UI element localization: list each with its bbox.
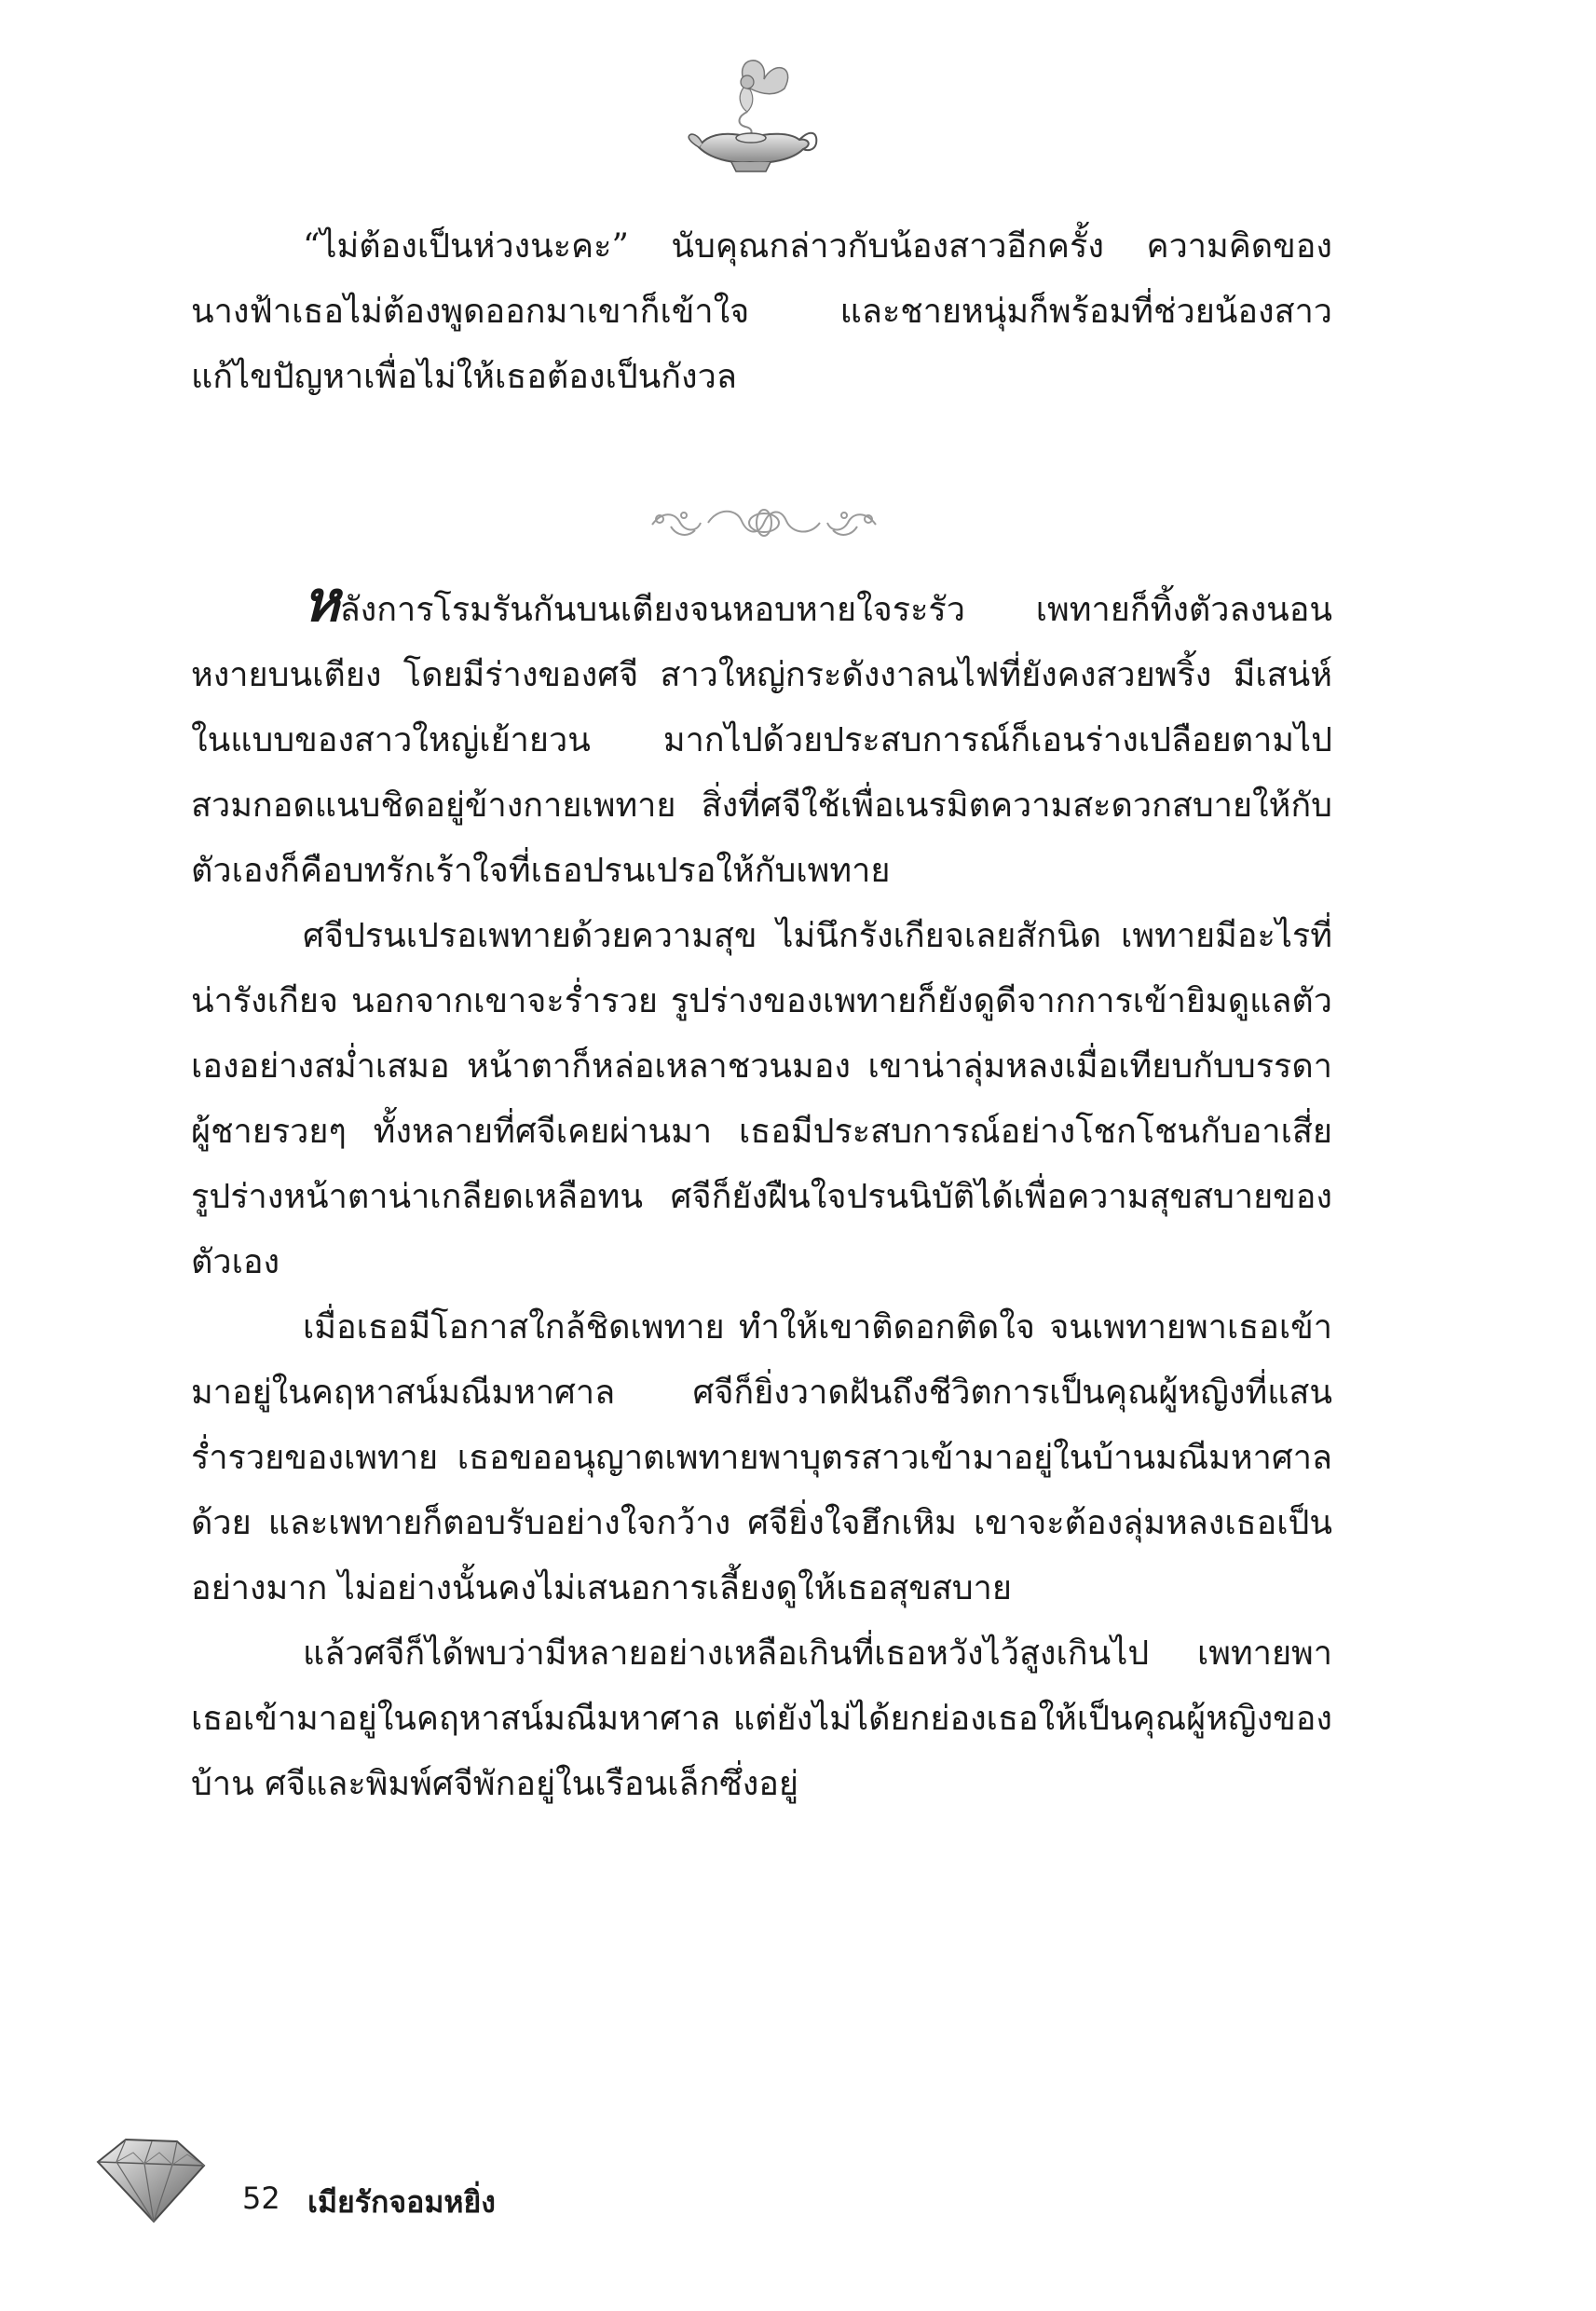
paragraph: “ไม่ต้องเป็นห่วงนะคะ” นับคุณกล่าวกับน้องสาวอีกครั้ง ความคิดของนางฟ้าเธอไม่ต้องพูดออกมาเขาก็เข้าใจ และชายหนุ่มก็พร้อมที่ช่วยน้องสาวแก้ไขปัญหาเพื่อไม่ให้เธอต้องเป็นกังวล: [191, 227, 1332, 396]
section-2-text: [191, 569, 1332, 1817]
page-footer: [89, 2134, 741, 2236]
genie-lamp-icon: [680, 47, 820, 177]
paragraph: แล้วศจีก็ได้พบว่ามีหลายอย่างเหลือเกินที่เธอหวังไว้สูงเกินไป เพทายพาเธอเข้ามาอยู่ในคฤหาสน์มณีมหาศาล แต่ยังไม่ได้ยกย่องเธอให้เป็นคุณผู้หญิงของบ้าน ศจีและพิมพ์ศจีพักอยู่ในเรือนเล็กซึ่งอยู่: [191, 1634, 1332, 1803]
drop-cap: ห: [303, 569, 340, 635]
first-paragraph: [191, 569, 1332, 904]
page-number: 52: [242, 2181, 280, 2216]
diamond-icon: [89, 2134, 210, 2227]
first-paragraph-text: ลังการโรมรันกันบนเตียงจนหอบหายใจระรัว เพทายก็ทิ้งตัวลงนอนหงายบนเตียง โดยมีร่างของศจี สาวใหญ่กระดังงาลนไฟที่ยังคงสวยพริ้ง มีเสน่ห์ในแบบของสาวใหญ่เย้ายวน มากไปด้วยประสบการณ์ก็เอนร่างเปลือยตามไปสวมกอดแนบชิดอยู่ข้างกายเพทาย สิ่งที่ศจีใช้เพื่อเนรมิตความสะดวกสบายให้กับตัวเองก็คือบทรักเร้าใจที่เธอปรนเปรอให้กับเพทาย: [191, 591, 1332, 890]
section-1-text: [191, 214, 1332, 410]
ornamental-divider-icon: [643, 499, 885, 545]
book-title: เมียรักจอมหยิ่ง: [307, 2184, 496, 2220]
paragraph: เมื่อเธอมีโอกาสใกล้ชิดเพทาย ทำให้เขาติดอกติดใจ จนเพทายพาเธอเข้ามาอยู่ในคฤหาสน์มณีมหาศาล ศจีก็ยิ่งวาดฝันถึงชีวิตการเป็นคุณผู้หญิงที่แสนร่ำรวยของเพทาย เธอขออนุญาตเพทายพาบุตรสาวเข้ามาอยู่ในบ้านมณีมหาศาลด้วย และเพทายก็ตอบรับอย่างใจกว้าง ศจียิ่งใจฮึกเหิม เขาจะต้องลุ่มหลงเธอเป็นอย่างมาก ไม่อย่างนั้นคงไม่เสนอการเลี้ยงดูให้เธอสุขสบาย: [191, 1308, 1332, 1607]
paragraph: ศจีปรนเปรอเพทายด้วยความสุข ไม่นึกรังเกียจเลยสักนิด เพทายมีอะไรที่น่ารังเกียจ นอกจากเขาจะร่ำรวย รูปร่างของเพทายก็ยังดูดีจากการเข้ายิมดูแลตัวเองอย่างสม่ำเสมอ หน้าตาก็หล่อเหลาชวนมอง เขาน่าลุ่มหลงเมื่อเทียบกับบรรดาผู้ชายรวยๆ ทั้งหลายที่ศจีเคยผ่านมา เธอมีประสบการณ์อย่างโชกโชนกับอาเสี่ยรูปร่างหน้าตาน่าเกลียดเหลือทน ศจีก็ยังฝืนใจปรนนิบัติได้เพื่อความสุขสบายของตัวเอง: [191, 917, 1332, 1281]
